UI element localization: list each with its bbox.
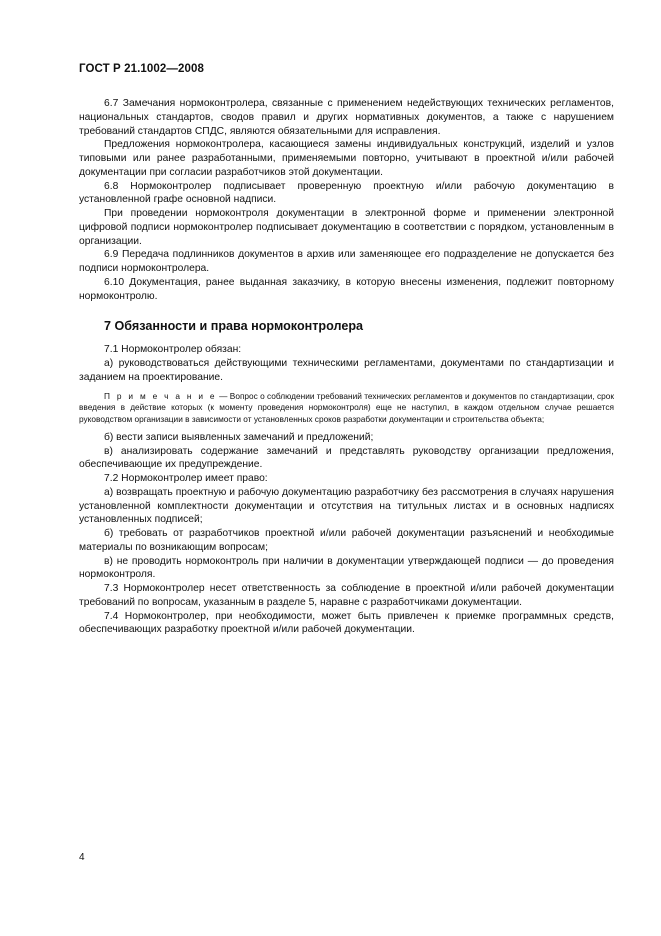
note (79, 391, 614, 426)
paragraph-7-1-a: а) руководствоваться действующими техническими регламентами, документами по стандартизации и заданием на проектирование. (79, 358, 614, 383)
note-text: — Вопрос о соблюдении требований технических регламентов и документов по стандартизации, срок введения в действие которых (к моменту проведения нормоконтроля) еще не наступил, в каждом отдельном случае решается руководством организации в зависимости от установленных сроков разработки документации и строительства объекта; (79, 390, 614, 425)
paragraph-6-7: 6.7 Замечания нормоконтролера, связанные с применением недействующих технических регламентов, национальных стандартов, сводов правил и других нормативных документов, а также с нарушением требований стандартов СПДС, являются обязательными для исправления. (79, 98, 614, 137)
paragraph-6-8: 6.8 Нормоконтролер подписывает проверенную проектную и/или рабочую документацию в установленной графе основной надписи. (79, 180, 614, 206)
paragraph-6-8-electronic: При проведении нормоконтроля документации в электронной форме и применении электронной цифровой подписи нормоконтролер подписывает документацию в соответствии с порядком, установленным в организации. (79, 208, 614, 247)
paragraph-7-1: 7.1 Нормоконтролер обязан: (104, 344, 242, 356)
paragraph-7-3: 7.3 Нормоконтролер несет ответственность за соблюдение в проектной и/или рабочей документации требований по вопросам, указанным в разделе 5, наравне с разработчиками документации. (79, 583, 614, 608)
paragraph-7-1-v: в) анализировать содержание замечаний и представлять руководству организации предложения, обеспечивающие их предупреждение. (79, 445, 614, 471)
paragraph-6-7-proposals: Предложения нормоконтролера, касающиеся замены индивидуальных конструкций, изделий и узлов типовыми или ранее разработанными, применяемыми повторно, учитывают в проектной и/или рабочей документации при согласии разработчиков этой документации. (79, 139, 614, 178)
page-number: 4 (79, 852, 85, 863)
paragraph-6-9: 6.9 Передача подлинников документов в архив или заменяющее его подразделение не допускается без подписи нормоконтролера. (79, 249, 614, 274)
note-label: П р и м е ч а н и е (104, 390, 217, 401)
document-header: ГОСТ Р 21.1002—2008 (79, 63, 204, 75)
paragraph-7-2-v: в) не проводить нормоконтроль при наличии в документации утверждающей подписи — до проведения нормоконтроля. (79, 555, 614, 581)
paragraph-6-10: 6.10 Документация, ранее выданная заказчику, в которую внесены изменения, подлежит повторному нормоконтролю. (79, 276, 614, 302)
paragraph-7-2-b: б) требовать от разработчиков проектной и/или рабочей документации разъяснений и необходимые материалы по возникающим вопросам; (79, 528, 614, 553)
paragraph-7-1-b: б) вести записи выявленных замечаний и предложений; (104, 431, 374, 443)
section-title-7: 7 Обязанности и права нормоконтролера (104, 319, 364, 334)
paragraph-7-2: 7.2 Нормоконтролер имеет право: (104, 473, 268, 485)
document-body (79, 97, 614, 637)
paragraph-7-4: 7.4 Нормоконтролер, при необходимости, может быть привлечен к приемке программных средств, обеспечивающих разработку проектной и/или рабочей документации. (79, 610, 614, 636)
paragraph-7-2-a: а) возвращать проектную и рабочую документацию разработчику без рассмотрения в случаях нарушения установленной комплектности документации и отсутствия на титульных листах и в основных надписях установленных подписей; (79, 486, 614, 526)
